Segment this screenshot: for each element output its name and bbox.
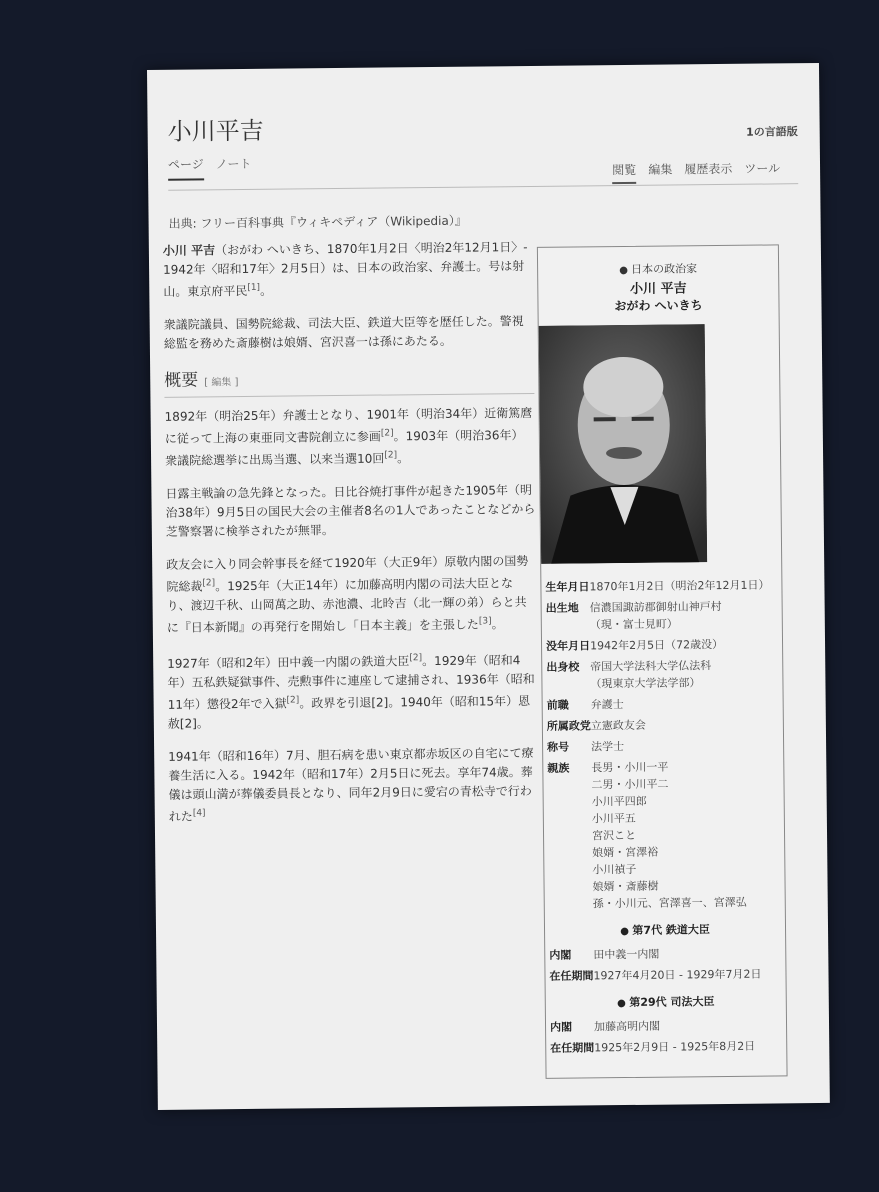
portrait-photo: [539, 324, 707, 564]
infobox-row-birth: 生年月日 1870年1月2日（明治2年12月1日）: [545, 578, 770, 594]
language-count[interactable]: 1の言語版: [745, 125, 798, 139]
infobox-row-title: 称号 法学士: [547, 740, 625, 754]
ref-link[interactable]: [2]: [286, 695, 300, 706]
intro-paragraph: 小川 平吉（おがわ へいきち、1870年1月2日〈明治2年12月1日〉- 1942年〈昭和17年〉2月5日）は、日本の政治家、弁護士。号は射山。東京府平民[1]。: [162, 240, 528, 299]
tab-history[interactable]: 履歴表示: [684, 161, 733, 177]
overview-paragraph: 1941年（昭和16年）7月、胆石病を患い東京都赤坂区の自宅にて療養生活に入る。1942年（昭和17年）2月5日に死去。享年74歳。葬儀は頭山満が葬儀委員長となり、同年2月9日に愛宕の青松寺で行われた[4]: [168, 745, 534, 824]
tab-talk[interactable]: ノート: [215, 156, 252, 172]
ref-link[interactable]: [2]: [380, 428, 394, 439]
tab-tools[interactable]: ツール: [744, 161, 781, 176]
section-heading-overview: 概要 [ 編集 ]: [164, 368, 534, 398]
header-divider: [168, 183, 798, 191]
office1-term: 在任期間 1927年4月20日 - 1929年7月2日: [549, 967, 762, 983]
tab-page[interactable]: ページ: [168, 155, 204, 180]
overview-section: [165, 404, 539, 827]
infobox-row-school: 出身校 帝国大学法科大学仏法科 （現東京大学法学部）: [546, 659, 712, 691]
article-body: [163, 238, 539, 841]
namespace-tabs: [168, 155, 252, 181]
subject-name: 小川 平吉: [162, 243, 216, 258]
overview-paragraph: 日露主戦論の急先鋒となった。日比谷焼打事件が起きた1905年（明治38年）9月5日の国民大会の主催者8名の1人であったことなどから芝警察署に検挙されたが無罪。: [165, 482, 536, 539]
office-heading-railway: ● 第7代 鉄道大臣: [545, 920, 785, 941]
ref-link[interactable]: [2]: [202, 578, 216, 589]
overview-paragraph: 1892年（明治25年）弁護士となり、1901年（明治34年）近衛篤麿に従って上海の東亜同文書院創立に参画[2]。1903年（明治36年）衆議院総選挙に出馬当選、以来当選10回[2]。: [164, 405, 533, 468]
office2-cabinet: 内閣 加藤高明内閣: [549, 1019, 661, 1034]
overview-paragraph: 1927年（昭和2年）田中義一内閣の鉄道大臣[2]。1929年（昭和4年）五私鉄疑獄事件、売勲事件に連座して逮捕され、1936年（昭和11年）懲役2年で入獄[2]。政界を引退[2]。1940年（昭和15年）恩赦[2]。: [167, 653, 535, 731]
infobox-caption: ● 日本の政治家: [538, 259, 778, 280]
printed-page: [147, 63, 830, 1110]
infobox-row-relatives: 親族 長男・小川一平 二男・小川平二 小川平四郎 小川平五 宮沢こと 娘婿・宮澤裕 小川禎子 娘婿・斎藤樹 孫・小川元、宮澤喜一、宮澤弘: [547, 760, 747, 911]
tab-edit[interactable]: 編集: [648, 162, 673, 177]
infobox-kana: おがわ へいきち: [614, 298, 703, 314]
ref-link[interactable]: [2]: [384, 450, 398, 461]
page-title: 小川平吉: [167, 116, 264, 146]
overview-paragraph: 政友会に入り同会幹事長を経て1920年（大正9年）原敬内閣の国勢院総裁[2]。1925年（大正14年）に加藤高明内閣の司法大臣となり、渡辺千秋、山岡萬之助、赤池濃、北昤吉（北一輝の弟）らと共に『日本新聞』の再発行を開始し「日本主義」を主張した[3]。: [166, 554, 529, 635]
section-edit-link[interactable]: [ 編集 ]: [204, 377, 239, 389]
ref-link[interactable]: [1]: [247, 282, 261, 293]
office1-cabinet: 内閣 田中義一内閣: [549, 947, 660, 962]
view-tabs: [612, 159, 780, 184]
infobox-row-party: 所属政党 立憲政友会: [546, 718, 646, 733]
source-line: 出典: フリー百科事典『ウィキペディア（Wikipedia）』: [168, 213, 467, 231]
infobox-rows: [541, 576, 784, 912]
tab-read[interactable]: 閲覧: [612, 161, 636, 184]
infobox-row-death: 没年月日 1942年2月5日（72歳没）: [545, 637, 724, 653]
ref-link[interactable]: [4]: [192, 808, 206, 819]
ref-link[interactable]: [3]: [478, 616, 492, 627]
infobox-row-prevjob: 前職 弁護士: [546, 698, 624, 712]
office2-term: 在任期間 1925年2月9日 - 1925年8月2日: [550, 1039, 756, 1055]
infobox-name: 小川 平吉: [629, 281, 687, 297]
infobox-row-birthplace: 出生地 信濃国諏訪郡御射山神戸村 （現・富士見町）: [545, 600, 722, 632]
office-heading-justice: ● 第29代 司法大臣: [546, 992, 786, 1013]
intro-paragraph-2: 衆議院議員、国勢院総裁、司法大臣、鉄道大臣等を歴任した。警視総監を務めた斎藤樹は娘婿、宮沢喜一は孫にあたる。: [163, 314, 524, 351]
ref-link[interactable]: [2]: [409, 653, 423, 664]
infobox: [537, 244, 788, 1078]
